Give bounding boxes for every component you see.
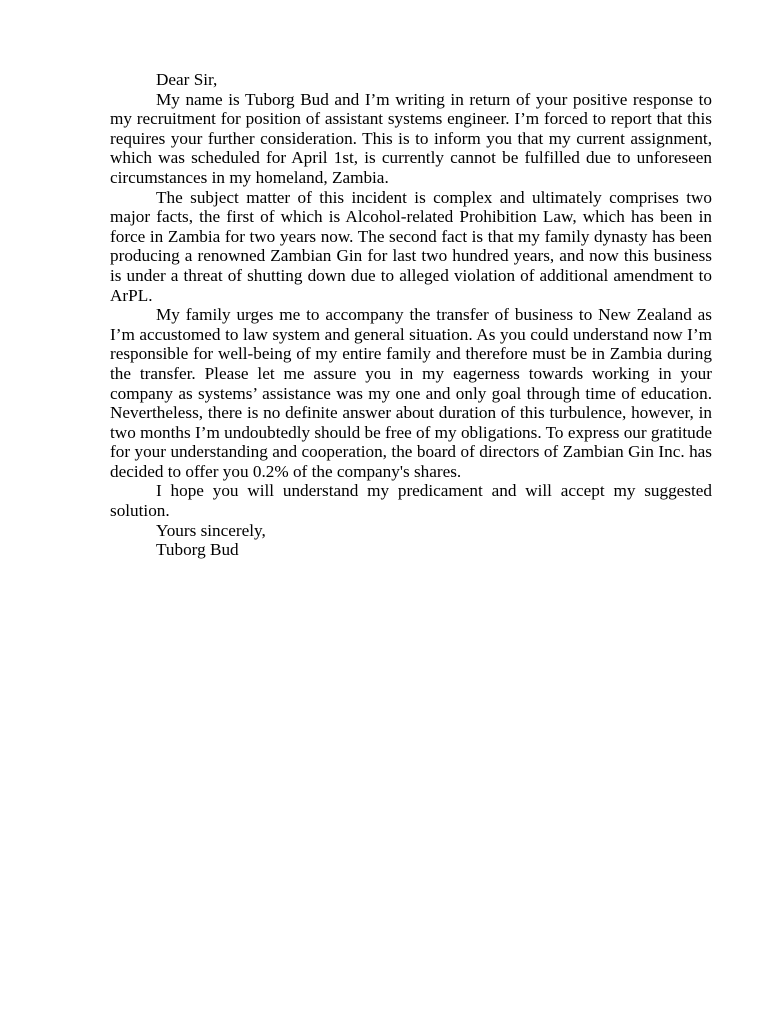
paragraph-closing-request: I hope you will understand my predicament and will accept my suggested solution. xyxy=(110,481,712,521)
letter-body xyxy=(110,70,712,560)
signature: Tuborg Bud xyxy=(156,540,239,560)
paragraph-introduction: My name is Tuborg Bud and I’m writing in return of your positive response to my recruitment for position of assistant systems engineer. I’m forced to report that this requires your further consideration. This is to inform you that my current assignment, which was scheduled for April 1st, is currently cannot be fulfilled due to unforeseen circumstances in my homeland, Zambia. xyxy=(110,89,712,187)
paragraph-family-transfer: My family urges me to accompany the transfer of business to New Zealand as I’m accustomed to law system and general situation. As you could understand now I’m responsible for well-being of my entire family and therefore must be in Zambia during the transfer. Please let me assure you in my eagerness towards working in your company as systems’ assistance was my one and only goal through time of education. Nevertheless, there is no definite answer about duration of this turbulence, however, in two months I’m undoubtedly should be free of my obligations. To express our gratitude for your understanding and cooperation, the board of directors of Zambian Gin Inc. has decided to offer you 0.2% of the company's shares. xyxy=(110,305,712,481)
closing: Yours sincerely, xyxy=(156,520,266,540)
salutation: Dear Sir, xyxy=(156,70,218,89)
paragraph-incident: The subject matter of this incident is complex and ultimately comprises two major facts, the first of which is Alcohol-related Prohibition Law, which has been in force in Zambia for two years now. The second fact is that my family dynasty has been producing a renowned Zambian Gin for last two hundred years, and now this business is under a threat of shutting down due to alleged violation of additional amendment to ArPL. xyxy=(110,187,712,305)
